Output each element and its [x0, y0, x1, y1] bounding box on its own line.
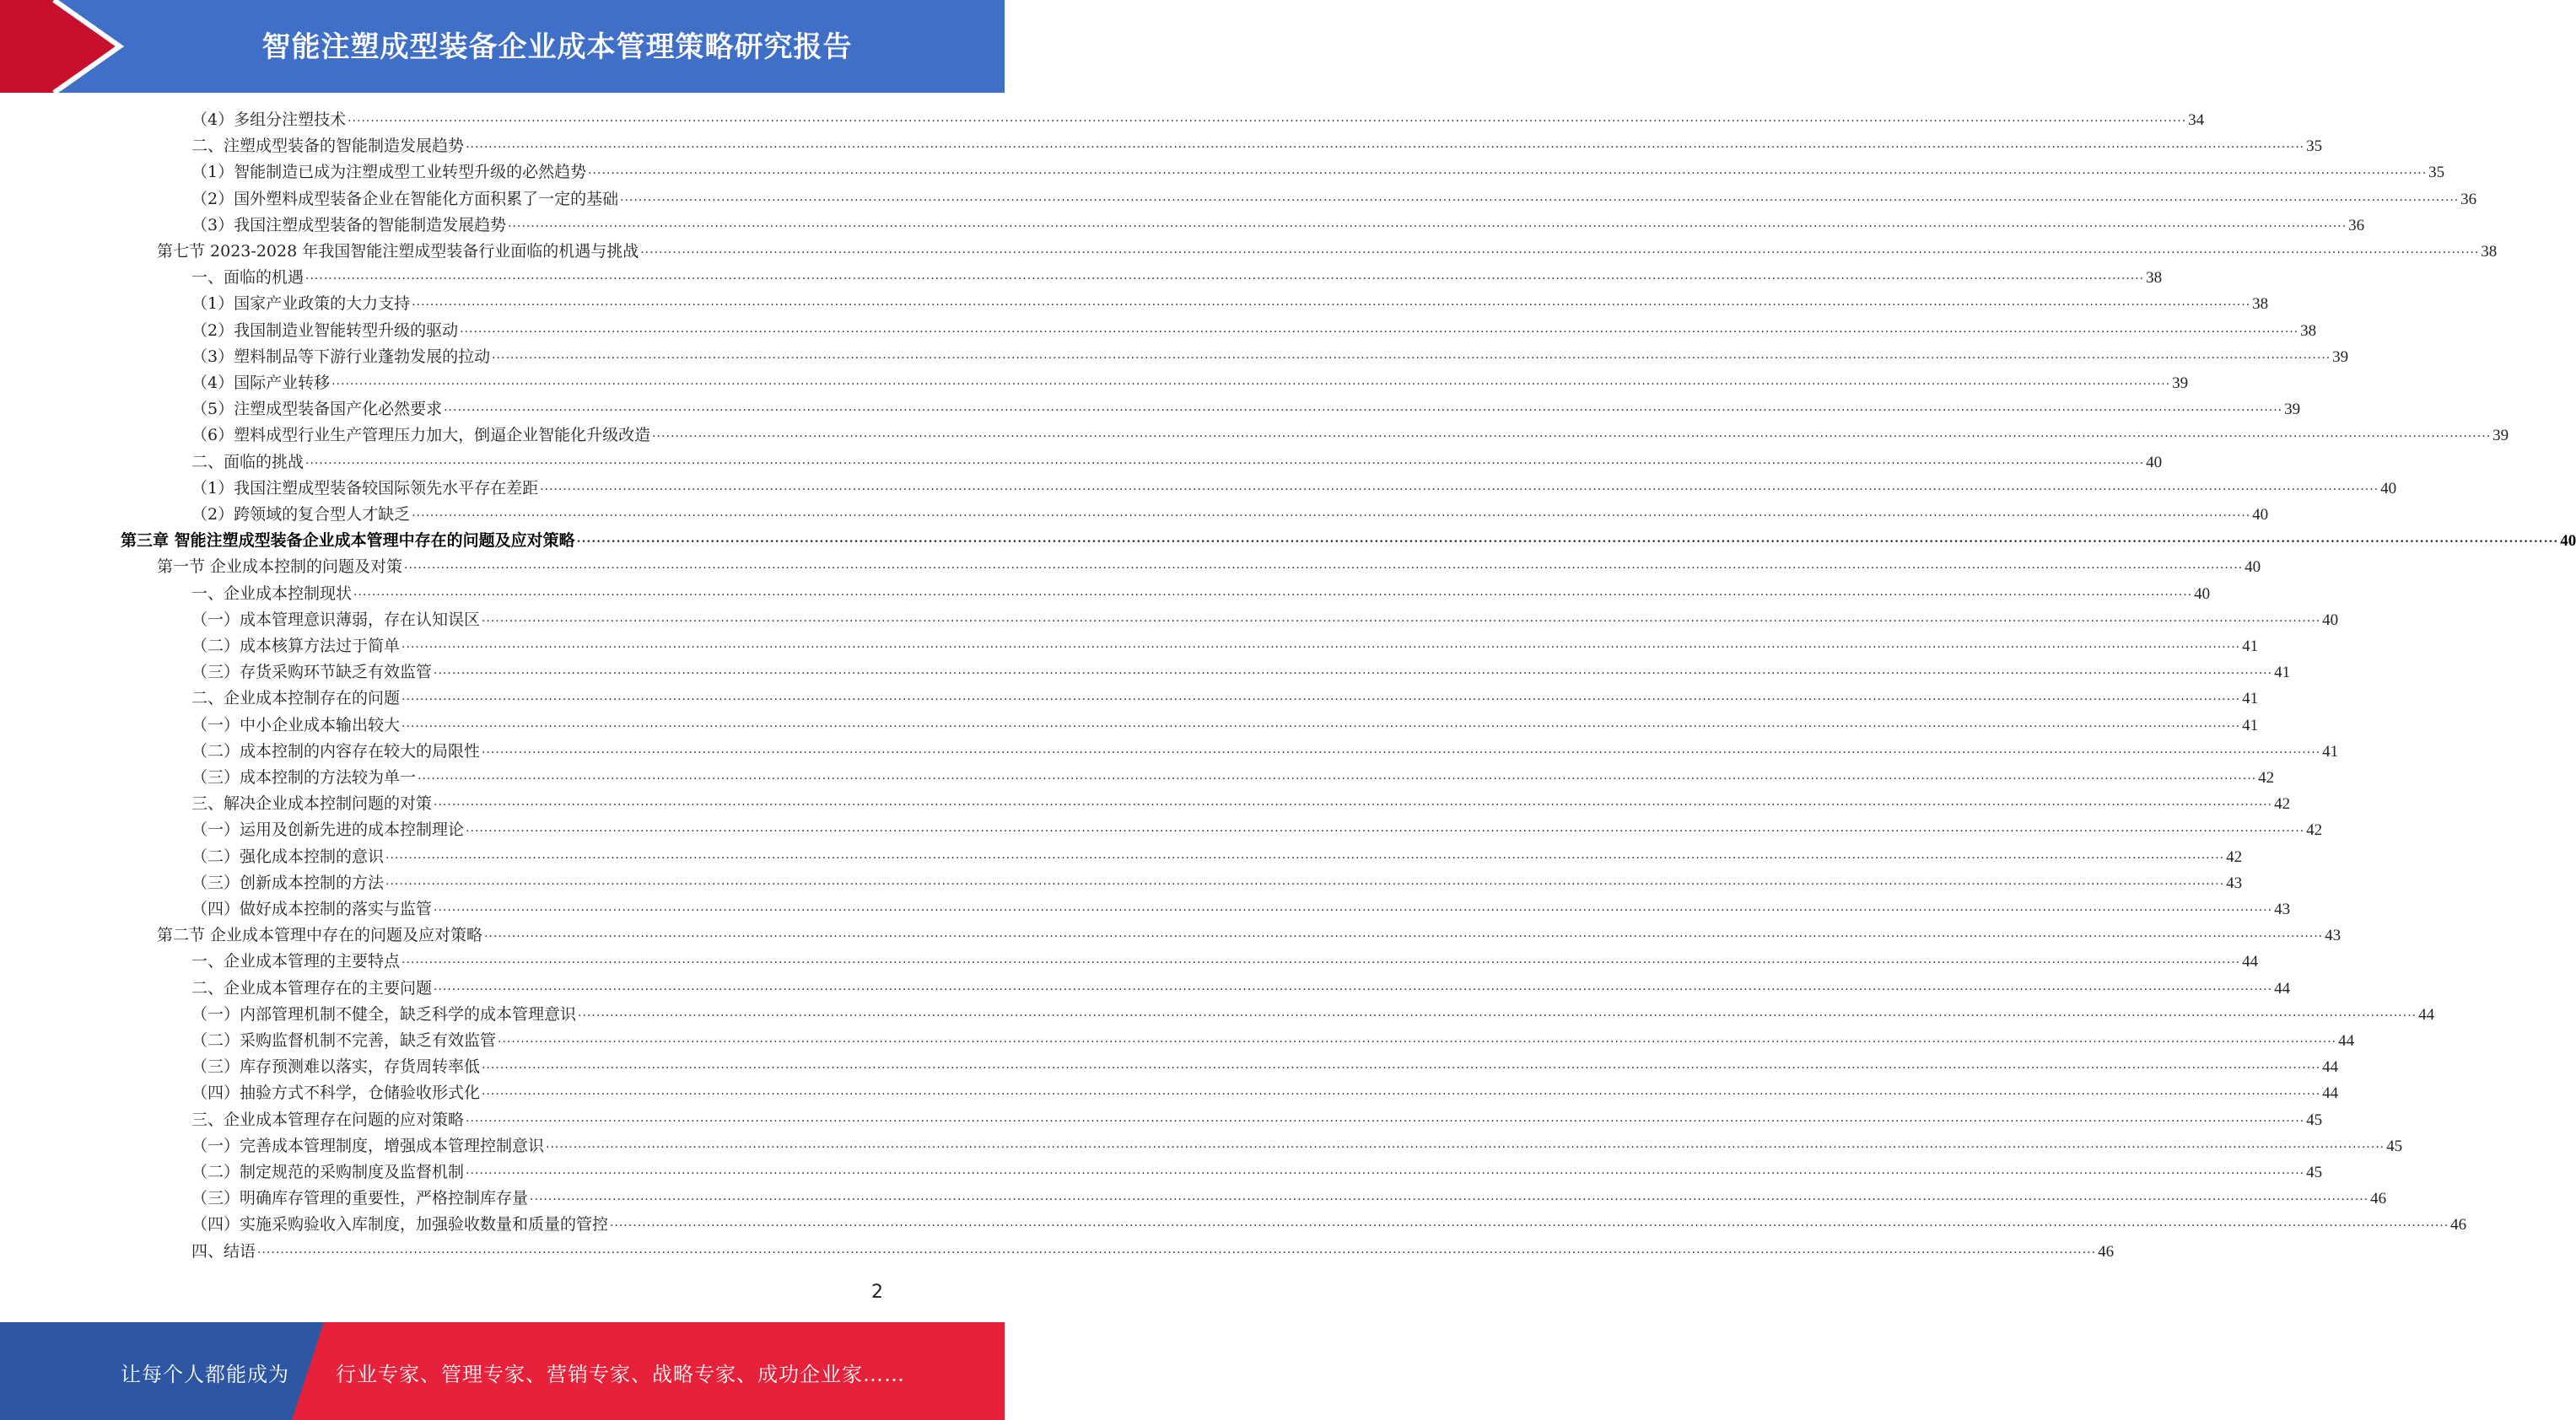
toc-dot-leader: ................................................................................................................................................................................................................................................................................................................................................................................................................: [418, 769, 2257, 783]
toc-dot-leader: ................................................................................................................................................................................................................................................................................................................................................................................................................: [331, 374, 2171, 388]
toc-entry[interactable]: [191, 1002, 2435, 1028]
toc-dot-leader: ................................................................................................................................................................................................................................................................................................................................................................................................................: [401, 717, 2241, 730]
toc-entry-title: （二）制定规范的采购制度及监督机制: [191, 1163, 465, 1181]
toc-entry[interactable]: [191, 976, 2291, 1002]
toc-entry-title: （1）智能制造已成为注塑成型工业转型升级的必然趋势: [191, 163, 587, 181]
toc-entry-page: 41: [2242, 637, 2259, 655]
toc-entry[interactable]: [157, 554, 2261, 580]
toc-entry[interactable]: [191, 370, 2189, 396]
toc-entry[interactable]: [121, 528, 2576, 554]
toc-dot-leader: ................................................................................................................................................................................................................................................................................................................................................................................................................: [434, 980, 2273, 993]
toc-dot-leader: ................................................................................................................................................................................................................................................................................................................................................................................................................: [588, 164, 2428, 177]
toc-dot-leader: ................................................................................................................................................................................................................................................................................................................................................................................................................: [652, 427, 2492, 440]
toc-dot-leader: ................................................................................................................................................................................................................................................................................................................................................................................................................: [576, 532, 2559, 546]
toc-dot-leader: ................................................................................................................................................................................................................................................................................................................................................................................................................: [305, 454, 2145, 467]
toc-entry[interactable]: [191, 265, 2163, 291]
toc-entry-title: （4）多组分注塑技术: [191, 110, 347, 129]
toc-entry[interactable]: [191, 581, 2211, 607]
toc-entry[interactable]: [191, 1133, 2403, 1159]
toc-dot-leader: ................................................................................................................................................................................................................................................................................................................................................................................................................: [401, 690, 2241, 703]
toc-entry-page: 43: [2274, 901, 2291, 918]
toc-entry-page: 45: [2306, 1164, 2323, 1181]
toc-dot-leader: ................................................................................................................................................................................................................................................................................................................................................................................................................: [412, 295, 2251, 309]
toc-entry-page: 39: [2284, 401, 2301, 418]
toc-entry-page: 36: [2348, 217, 2365, 234]
toc-entry-page: 46: [2370, 1190, 2387, 1208]
toc-entry-page: 42: [2306, 821, 2323, 839]
toc-dot-leader: ................................................................................................................................................................................................................................................................................................................................................................................................................: [401, 953, 2241, 966]
toc-entry-title: （6）塑料成型行业生产管理压力加大，倒逼企业智能化升级改造: [191, 426, 651, 444]
toc-entry-page: 39: [2172, 374, 2189, 392]
toc-entry-title: （三）创新成本控制的方法: [191, 874, 385, 892]
toc-entry[interactable]: [191, 476, 2397, 502]
report-title: 智能注塑成型装备企业成本管理策略研究报告: [261, 30, 853, 64]
toc-entry-page: 39: [2332, 348, 2349, 366]
toc-entry-page: 42: [2258, 769, 2275, 787]
toc-entry-page: 40: [2252, 506, 2269, 524]
toc-entry[interactable]: [191, 422, 2509, 449]
toc-entry-page: 38: [2481, 243, 2498, 261]
toc-entry-title: （1）国家产业政策的大力支持: [191, 294, 411, 313]
toc-entry-title: 三、解决企业成本控制问题的对策: [191, 794, 433, 813]
toc-entry-title: （3）我国注塑成型装备的智能制造发展趋势: [191, 216, 507, 234]
toc-entry[interactable]: [191, 1159, 2323, 1186]
toc-entry-title: 一、面临的机遇: [191, 268, 304, 287]
toc-entry-title: 第二节 企业成本管理中存在的问题及应对策略: [157, 926, 483, 944]
toc-entry[interactable]: [191, 344, 2349, 370]
toc-entry[interactable]: [191, 318, 2317, 344]
toc-entry[interactable]: [191, 291, 2269, 317]
toc-entry-title: （3）塑料制品等下游行业蓬勃发展的拉动: [191, 347, 491, 366]
toc-dot-leader: ................................................................................................................................................................................................................................................................................................................................................................................................................: [305, 269, 2145, 282]
toc-dot-leader: ................................................................................................................................................................................................................................................................................................................................................................................................................: [404, 558, 2244, 572]
toc-dot-leader: ................................................................................................................................................................................................................................................................................................................................................................................................................: [434, 795, 2273, 809]
toc-entry-page: 41: [2242, 717, 2259, 734]
toc-entry[interactable]: [191, 107, 2205, 133]
toc-entry[interactable]: [191, 186, 2477, 212]
toc-entry[interactable]: [191, 870, 2243, 896]
toc-dot-leader: ................................................................................................................................................................................................................................................................................................................................................................................................................: [640, 243, 2480, 256]
toc-entry-page: 44: [2322, 1084, 2339, 1102]
toc-entry[interactable]: [191, 1239, 2115, 1265]
toc-dot-leader: ................................................................................................................................................................................................................................................................................................................................................................................................................: [385, 874, 2225, 888]
toc-dot-leader: ................................................................................................................................................................................................................................................................................................................................................................................................................: [484, 927, 2324, 940]
toc-entry[interactable]: [191, 1054, 2339, 1080]
toc-entry-title: （三）成本控制的方法较为单一: [191, 768, 417, 787]
toc-entry-page: 42: [2226, 848, 2243, 866]
toc-entry-title: （2）国外塑料成型装备企业在智能化方面积累了一定的基础: [191, 190, 619, 208]
toc-entry-page: 40: [2245, 558, 2261, 576]
toc-entry-title: 二、企业成本控制存在的问题: [191, 689, 401, 707]
header-banner: [0, 0, 1005, 93]
toc-entry[interactable]: [191, 713, 2259, 739]
toc-entry-page: 41: [2322, 743, 2339, 761]
toc-entry-page: 44: [2242, 953, 2259, 971]
toc-entry[interactable]: [191, 633, 2259, 659]
toc-entry[interactable]: [191, 844, 2243, 870]
toc-dot-leader: ................................................................................................................................................................................................................................................................................................................................................................................................................: [353, 585, 2193, 599]
toc-dot-leader: ................................................................................................................................................................................................................................................................................................................................................................................................................: [466, 821, 2305, 835]
toc-entry-page: 44: [2322, 1058, 2339, 1076]
toc-entry-title: 四、结语: [191, 1242, 256, 1261]
toc-entry[interactable]: [191, 607, 2339, 633]
toc-dot-leader: ................................................................................................................................................................................................................................................................................................................................................................................................................: [482, 1058, 2321, 1072]
toc-entry[interactable]: [191, 896, 2291, 922]
footer-banner: [0, 1322, 1005, 1420]
toc-entry[interactable]: [191, 502, 2269, 528]
toc-dot-leader: ................................................................................................................................................................................................................................................................................................................................................................................................................: [466, 1164, 2305, 1177]
toc-entry-title: （四）抽验方式不科学，仓储验收形式化: [191, 1084, 481, 1102]
toc-entry-page: 44: [2338, 1032, 2355, 1050]
toc-entry[interactable]: [191, 449, 2163, 476]
toc-entry[interactable]: [191, 686, 2259, 712]
toc-dot-leader: ................................................................................................................................................................................................................................................................................................................................................................................................................: [434, 901, 2273, 914]
toc-entry-title: （一）运用及创新先进的成本控制理论: [191, 820, 465, 839]
toc-entry-page: 40: [2322, 611, 2339, 629]
toc-dot-leader: ................................................................................................................................................................................................................................................................................................................................................................................................................: [444, 401, 2283, 414]
toc-dot-leader: ................................................................................................................................................................................................................................................................................................................................................................................................................: [620, 191, 2460, 204]
toc-entry-title: 二、面临的挑战: [191, 453, 304, 471]
toc-entry-title: 三、企业成本管理存在问题的应对策略: [191, 1111, 465, 1129]
toc-entry-page: 44: [2418, 1006, 2435, 1024]
toc-dot-leader: ................................................................................................................................................................................................................................................................................................................................................................................................................: [492, 348, 2331, 362]
toc-dot-leader: ................................................................................................................................................................................................................................................................................................................................................................................................................: [546, 1138, 2385, 1151]
toc-entry-page: 44: [2274, 980, 2291, 998]
toc-dot-leader: ................................................................................................................................................................................................................................................................................................................................................................................................................: [434, 664, 2273, 677]
toc-entry-page: 40: [2194, 585, 2211, 603]
toc-entry[interactable]: [191, 1028, 2355, 1054]
toc-entry[interactable]: [191, 1212, 2467, 1238]
toc-dot-leader: ................................................................................................................................................................................................................................................................................................................................................................................................................: [482, 1084, 2321, 1098]
toc-entry-title: （三）库存预测难以落实，存货周转率低: [191, 1057, 481, 1076]
toc-entry-title: （5）注塑成型装备国产化必然要求: [191, 400, 443, 418]
toc-entry[interactable]: [191, 212, 2365, 239]
toc-dot-leader: ................................................................................................................................................................................................................................................................................................................................................................................................................: [466, 137, 2305, 151]
toc-dot-leader: ................................................................................................................................................................................................................................................................................................................................................................................................................: [610, 1216, 2449, 1229]
toc-entry-title: （三）存货采购环节缺乏有效监管: [191, 663, 433, 681]
toc-entry[interactable]: [191, 949, 2259, 975]
toc-entry[interactable]: [157, 239, 2498, 265]
toc-entry-page: 38: [2300, 322, 2317, 340]
toc-entry-title: （一）内部管理机制不健全，缺乏科学的成本管理意识: [191, 1005, 577, 1024]
toc-entry-page: 34: [2188, 111, 2205, 129]
toc-entry-title: （一）中小企业成本输出较大: [191, 716, 401, 734]
toc-dot-leader: ................................................................................................................................................................................................................................................................................................................................................................................................................: [508, 217, 2347, 230]
toc-entry-page: 40: [2560, 532, 2576, 550]
toc-entry-page: 46: [2450, 1216, 2467, 1234]
toc-entry[interactable]: [191, 817, 2323, 843]
toc-entry-page: 41: [2274, 664, 2291, 681]
toc-entry-title: 二、企业成本管理存在的主要问题: [191, 979, 433, 998]
toc-entry-page: 35: [2428, 164, 2445, 181]
toc-entry-page: 35: [2306, 137, 2323, 155]
toc-entry-title: 第一节 企业成本控制的问题及对策: [157, 557, 403, 576]
toc-entry-page: 45: [2386, 1138, 2403, 1155]
toc-entry-page: 45: [2306, 1111, 2323, 1129]
toc-entry[interactable]: [191, 1186, 2387, 1212]
toc-entry-page: 40: [2380, 480, 2397, 498]
toc-dot-leader: ................................................................................................................................................................................................................................................................................................................................................................................................................: [348, 111, 2187, 125]
toc-entry-title: （二）采购监督机制不完善，缺乏有效监管: [191, 1031, 497, 1050]
toc-entry-title: （二）成本控制的内容存在较大的局限性: [191, 742, 481, 761]
toc-entry-page: 43: [2325, 927, 2342, 944]
toc-entry[interactable]: [157, 922, 2342, 949]
toc-dot-leader: ................................................................................................................................................................................................................................................................................................................................................................................................................: [498, 1032, 2337, 1046]
toc-entry-title: 一、企业成本管理的主要特点: [191, 952, 401, 971]
toc-entry-title: 一、企业成本控制现状: [191, 584, 353, 603]
toc-dot-leader: ................................................................................................................................................................................................................................................................................................................................................................................................................: [412, 506, 2251, 519]
toc-dot-leader: ................................................................................................................................................................................................................................................................................................................................................................................................................: [578, 1006, 2417, 1019]
toc-entry-title: （2）我国制造业智能转型升级的驱动: [191, 321, 459, 340]
toc-entry[interactable]: [191, 791, 2291, 817]
toc-dot-leader: ................................................................................................................................................................................................................................................................................................................................................................................................................: [257, 1243, 2097, 1256]
page-number: 2: [871, 1282, 883, 1303]
footer-slogan-right: 行业专家、管理专家、营销专家、战略专家、成功企业家……: [336, 1363, 905, 1386]
toc-dot-leader: ................................................................................................................................................................................................................................................................................................................................................................................................................: [482, 611, 2321, 625]
toc-dot-leader: ................................................................................................................................................................................................................................................................................................................................................................................................................: [466, 1111, 2305, 1125]
toc-entry-title: （二）成本核算方法过于简单: [191, 637, 401, 655]
toc-entry-title: （四）做好成本控制的落实与监管: [191, 900, 433, 918]
toc-entry[interactable]: [191, 1107, 2323, 1133]
toc-entry-title: 二、注塑成型装备的智能制造发展趋势: [191, 137, 465, 155]
header-red-chevron: [0, 0, 118, 93]
toc-entry-title: （二）强化成本控制的意识: [191, 847, 385, 866]
toc-entry-page: 36: [2460, 191, 2477, 208]
toc-entry-title: （一）成本管理意识薄弱，存在认知误区: [191, 610, 481, 629]
toc-entry-page: 38: [2146, 269, 2163, 287]
toc-entry-page: 41: [2242, 690, 2259, 707]
footer-slogan-left: 让每个人都能成为: [121, 1363, 289, 1386]
toc-entry-page: 42: [2274, 795, 2291, 813]
toc-dot-leader: ................................................................................................................................................................................................................................................................................................................................................................................................................: [385, 848, 2225, 862]
toc-entry-page: 40: [2146, 454, 2163, 471]
toc-entry[interactable]: [191, 1080, 2339, 1106]
toc-entry-title: （四）实施采购验收入库制度，加强验收数量和质量的管控: [191, 1215, 609, 1234]
toc-entry[interactable]: [191, 396, 2301, 422]
toc-entry-page: 46: [2098, 1243, 2115, 1261]
toc-entry-page: 39: [2492, 427, 2509, 444]
toc-entry-page: 43: [2226, 874, 2243, 892]
toc-entry-title: （三）明确库存管理的重要性，严格控制库存量: [191, 1189, 529, 1208]
toc-entry[interactable]: [191, 765, 2275, 791]
toc-entry[interactable]: [191, 159, 2445, 186]
toc-entry[interactable]: [191, 133, 2323, 159]
toc-entry[interactable]: [191, 739, 2339, 765]
toc-entry[interactable]: [191, 659, 2291, 686]
toc-entry-title: （1）我国注塑成型装备较国际领先水平存在差距: [191, 479, 539, 498]
toc-entry-title: （2）跨领域的复合型人才缺乏: [191, 505, 411, 524]
toc-dot-leader: ................................................................................................................................................................................................................................................................................................................................................................................................................: [401, 637, 2241, 651]
toc-entry-page: 38: [2252, 295, 2269, 313]
toc-entry-title: 第三章 智能注塑成型装备企业成本管理中存在的问题及应对策略: [121, 531, 575, 550]
toc-entry-title: （一）完善成本管理制度，增强成本管理控制意识: [191, 1137, 545, 1155]
toc-entry-title: （4）国际产业转移: [191, 374, 331, 392]
toc-entry-title: 第七节 2023-2028 年我国智能注塑成型装备行业面临的机遇与挑战: [157, 242, 639, 261]
toc-dot-leader: ................................................................................................................................................................................................................................................................................................................................................................................................................: [482, 743, 2321, 756]
toc-dot-leader: ................................................................................................................................................................................................................................................................................................................................................................................................................: [530, 1190, 2369, 1203]
toc-dot-leader: ................................................................................................................................................................................................................................................................................................................................................................................................................: [540, 480, 2379, 493]
toc-dot-leader: ................................................................................................................................................................................................................................................................................................................................................................................................................: [460, 322, 2299, 336]
